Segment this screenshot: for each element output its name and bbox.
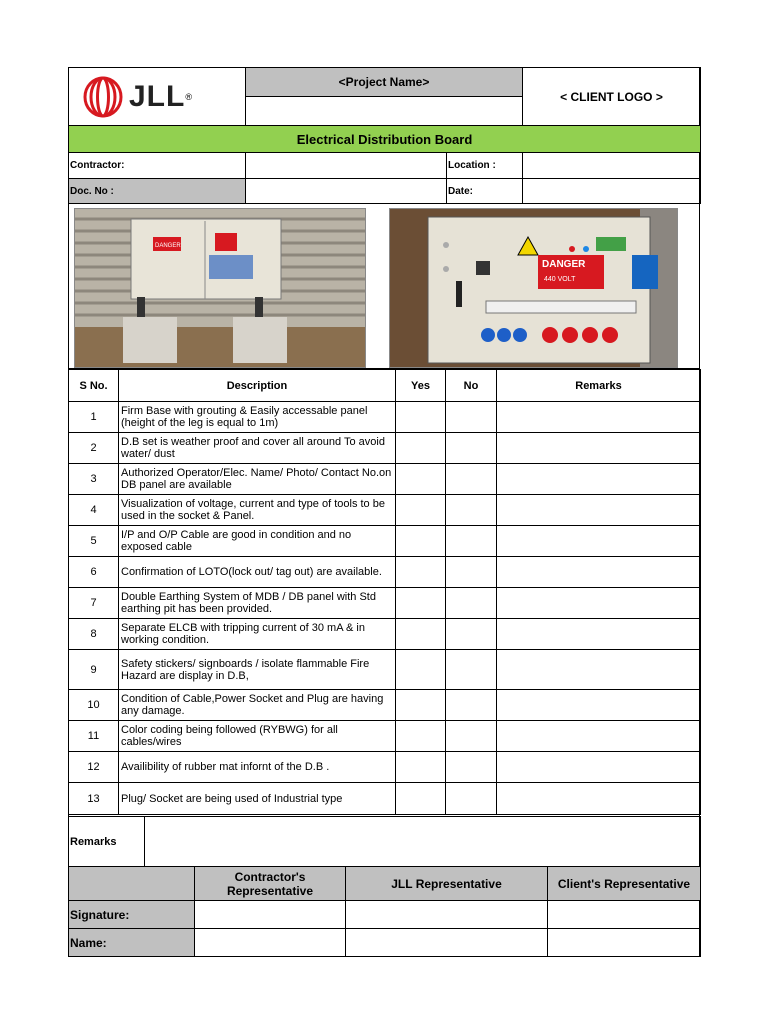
date-label: Date:: [447, 179, 523, 204]
logo-cell: [69, 68, 246, 126]
yes-cell[interactable]: [396, 402, 446, 433]
no-cell[interactable]: [446, 752, 497, 783]
remarks-cell[interactable]: [497, 650, 701, 690]
remarks-cell[interactable]: [497, 526, 701, 557]
row-number: 3: [69, 464, 119, 495]
yes-cell[interactable]: [396, 588, 446, 619]
table-row: [69, 650, 701, 690]
table-row: [69, 619, 701, 650]
yes-cell[interactable]: [396, 433, 446, 464]
row-number: 11: [69, 721, 119, 752]
remarks-cell[interactable]: [497, 557, 701, 588]
row-description: Safety stickers/ signboards / isolate flammable Fire Hazard are display in D.B,: [119, 650, 396, 690]
no-cell[interactable]: [446, 619, 497, 650]
project-name-value[interactable]: [246, 97, 523, 126]
checklist-table: [68, 369, 701, 815]
row-description: Firm Base with grouting & Easily accessable panel (height of the leg is equal to 1m): [119, 402, 396, 433]
remarks-cell[interactable]: [497, 619, 701, 650]
row-number: 4: [69, 495, 119, 526]
right-sign-voltage: 440 VOLT: [544, 276, 576, 283]
header-remarks: Remarks: [497, 370, 701, 402]
row-number: 8: [69, 619, 119, 650]
left-sign-text: DANGER: [155, 243, 181, 249]
info-table: [68, 125, 701, 204]
table-row: [69, 402, 701, 433]
row-description: Availibility of rubber mat infornt of the D.B .: [119, 752, 396, 783]
header-sno: S No.: [69, 370, 119, 402]
row-description: I/P and O/P Cable are good in condition and no exposed cable: [119, 526, 396, 557]
contractor-rep-header: Contractor's Representative: [195, 867, 346, 901]
row-number: 6: [69, 557, 119, 588]
photo-db-panel: [389, 208, 678, 368]
jll-logo-icon: [83, 76, 123, 118]
header-no: No: [446, 370, 497, 402]
remarks-cell[interactable]: [497, 588, 701, 619]
remarks-cell[interactable]: [497, 783, 701, 815]
remarks-cell[interactable]: [497, 464, 701, 495]
table-row: [69, 721, 701, 752]
remarks-cell[interactable]: [497, 402, 701, 433]
yes-cell[interactable]: [396, 783, 446, 815]
row-number: 5: [69, 526, 119, 557]
table-row: [69, 557, 701, 588]
contractor-label: Contractor:: [69, 153, 246, 179]
no-cell[interactable]: [446, 650, 497, 690]
yes-cell[interactable]: [396, 721, 446, 752]
contractor-name-field[interactable]: [195, 929, 346, 957]
no-cell[interactable]: [446, 495, 497, 526]
yes-cell[interactable]: [396, 752, 446, 783]
yes-cell[interactable]: [396, 650, 446, 690]
table-row: [69, 588, 701, 619]
date-field[interactable]: [523, 179, 701, 204]
remarks-cell[interactable]: [497, 433, 701, 464]
yes-cell[interactable]: [396, 464, 446, 495]
header-description: Description: [119, 370, 396, 402]
table-row: [69, 752, 701, 783]
table-row: [69, 464, 701, 495]
no-cell[interactable]: [446, 721, 497, 752]
no-cell[interactable]: [446, 402, 497, 433]
client-name-field[interactable]: [548, 929, 701, 957]
row-number: 1: [69, 402, 119, 433]
table-row: [69, 495, 701, 526]
table-row: [69, 690, 701, 721]
table-row: [69, 433, 701, 464]
logo-text: JLL: [129, 79, 186, 113]
remarks-cell[interactable]: [497, 721, 701, 752]
no-cell[interactable]: [446, 526, 497, 557]
jll-signature-field[interactable]: [346, 901, 548, 929]
yes-cell[interactable]: [396, 526, 446, 557]
client-rep-header: Client's Representative: [548, 867, 701, 901]
signoff-table: [68, 866, 701, 957]
signoff-blank-header: [69, 867, 195, 901]
table-row: [69, 526, 701, 557]
remarks-cell[interactable]: [497, 752, 701, 783]
no-cell[interactable]: [446, 464, 497, 495]
row-number: 13: [69, 783, 119, 815]
checklist-header-row: [69, 370, 701, 402]
remarks-label: Remarks: [69, 817, 145, 867]
no-cell[interactable]: [446, 783, 497, 815]
remarks-cell[interactable]: [497, 690, 701, 721]
row-number: 10: [69, 690, 119, 721]
yes-cell[interactable]: [396, 619, 446, 650]
row-description: Visualization of voltage, current and type of tools to be used in the socket & Panel.: [119, 495, 396, 526]
no-cell[interactable]: [446, 433, 497, 464]
remarks-field[interactable]: [145, 817, 701, 867]
client-signature-field[interactable]: [548, 901, 701, 929]
signature-label: Signature:: [69, 901, 195, 929]
client-logo-placeholder: < CLIENT LOGO >: [523, 68, 701, 126]
yes-cell[interactable]: [396, 557, 446, 588]
no-cell[interactable]: [446, 557, 497, 588]
contractor-signature-field[interactable]: [195, 901, 346, 929]
row-description: D.B set is weather proof and cover all around To avoid water/ dust: [119, 433, 396, 464]
yes-cell[interactable]: [396, 495, 446, 526]
row-description: Authorized Operator/Elec. Name/ Photo/ Contact No.on DB panel are available: [119, 464, 396, 495]
row-description: Double Earthing System of MDB / DB panel with Std earthing pit has been provided.: [119, 588, 396, 619]
project-name: <Project Name>: [246, 68, 523, 97]
doc-no-field[interactable]: [246, 179, 447, 204]
photo-db-outdoor: [74, 208, 366, 368]
row-description: Condition of Cable,Power Socket and Plug are having any damage.: [119, 690, 396, 721]
row-number: 7: [69, 588, 119, 619]
registered-mark: ®: [185, 91, 192, 102]
jll-rep-header: JLL Representative: [346, 867, 548, 901]
header-table: [68, 67, 701, 126]
row-number: 9: [69, 650, 119, 690]
form-title: Electrical Distribution Board: [69, 126, 701, 153]
yes-cell[interactable]: [396, 690, 446, 721]
table-row: [69, 783, 701, 815]
header-yes: Yes: [396, 370, 446, 402]
remarks-table: [68, 816, 701, 867]
row-description: Separate ELCB with tripping current of 30 mA & in working condition.: [119, 619, 396, 650]
location-field[interactable]: [523, 153, 701, 179]
row-description: Confirmation of LOTO(lock out/ tag out) are available.: [119, 557, 396, 588]
location-label: Location :: [447, 153, 523, 179]
remarks-cell[interactable]: [497, 495, 701, 526]
name-label: Name:: [69, 929, 195, 957]
no-cell[interactable]: [446, 588, 497, 619]
row-description: Plug/ Socket are being used of Industrial type: [119, 783, 396, 815]
row-number: 12: [69, 752, 119, 783]
row-description: Color coding being followed (RYBWG) for all cables/wires: [119, 721, 396, 752]
right-sign-danger: DANGER: [542, 259, 586, 270]
row-number: 2: [69, 433, 119, 464]
doc-no-label: Doc. No :: [69, 179, 246, 204]
contractor-field[interactable]: [246, 153, 447, 179]
jll-name-field[interactable]: [346, 929, 548, 957]
no-cell[interactable]: [446, 690, 497, 721]
